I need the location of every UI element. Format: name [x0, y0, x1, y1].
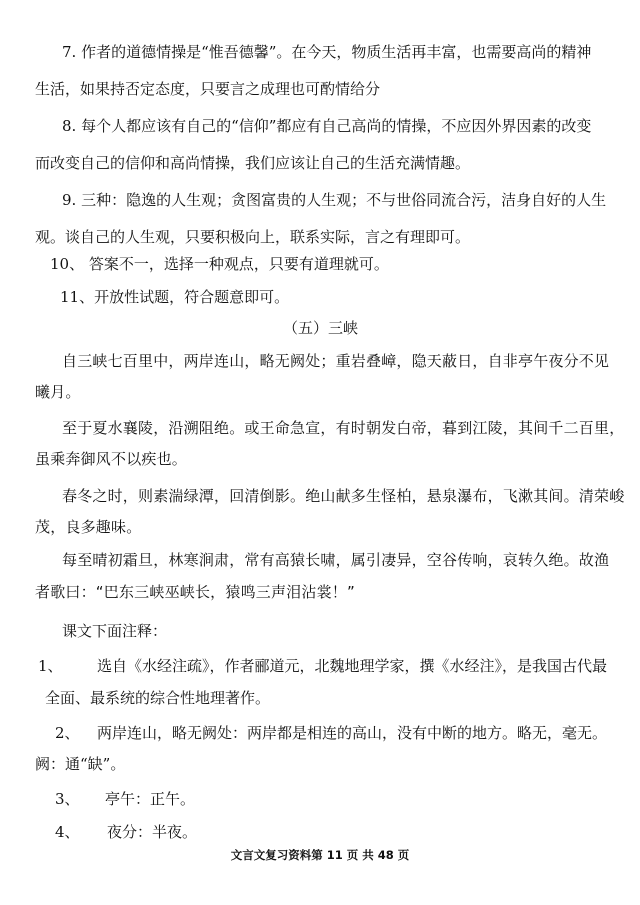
note-1-number: 1、	[38, 657, 63, 675]
notes-heading: 课文下面注释：	[62, 622, 168, 640]
answer-11: 11、开放性试题，符合题意即可。	[60, 288, 290, 306]
note-3-number: 3、	[55, 790, 80, 808]
note-1-line-1: 选自《水经注疏》，作者郦道元，北魏地理学家，撰《水经注》，是我国古代最	[97, 657, 608, 675]
note-3-text: 亭午：正午。	[105, 790, 196, 808]
passage-p3-line-2: 茂，良多趣味。	[35, 518, 142, 536]
page-footer: 文言文复习资料第 11 页 共 48 页	[230, 848, 410, 862]
answer-8-line-1: 8. 每个人都应该有自己的“信仰”都应有自己高尚的情操，不应因外界因素的改变	[62, 117, 592, 135]
answer-7-line-1: 7. 作者的道德情操是“惟吾德馨”。在今天，物质生活再丰富，也需要高尚的精神	[62, 43, 592, 61]
passage-p2-line-1: 至于夏水襄陵，沿溯阻绝。或王命急宣，有时朝发白帝，暮到江陵，其间千二百里，	[62, 419, 625, 437]
note-2-line-2: 阙：通“缺”。	[35, 755, 126, 773]
answer-7-line-2: 生活，如果持否定态度，只要言之成理也可酌情给分	[35, 80, 381, 98]
passage-p4-line-2: 者歌曰：“巴东三峡巫峡长，猿鸣三声泪沾裳！”	[35, 583, 355, 601]
answer-10: 10、 答案不一，选择一种观点，只要有道理就可。	[50, 255, 389, 273]
passage-p4-line-1: 每至晴初霜旦，林寒涧肃，常有高猿长啸，属引凄异，空谷传响，哀转久绝。故渔	[62, 551, 610, 569]
passage-p1-line-1: 自三峡七百里中，两岸连山，略无阙处；重岩叠嶂，隐天蔽日，自非亭午夜分不见	[62, 352, 610, 370]
passage-p2-line-2: 虽乘奔御风不以疾也。	[35, 450, 188, 468]
note-4-number: 4、	[55, 823, 80, 841]
note-2-number: 2、	[55, 724, 80, 742]
section-title: （五）三峡	[283, 319, 359, 337]
answer-9-line-1: 9. 三种：隐逸的人生观；贪图富贵的人生观；不与世俗同流合污，洁身自好的人生	[62, 191, 607, 209]
answer-9-line-2: 观。谈自己的人生观，只要积极向上，联系实际，言之有理即可。	[35, 228, 471, 246]
note-4-text: 夜分：半夜。	[107, 823, 198, 841]
note-1-line-2: 全面、最系统的综合性地理著作。	[45, 689, 271, 707]
note-2-line-1: 两岸连山，略无阙处：两岸都是相连的高山，没有中断的地方。略无，毫无。	[97, 724, 608, 742]
passage-p3-line-1: 春冬之时，则素湍绿潭，回清倒影。绝山献多生怪柏，悬泉瀑布，飞漱其间。清荣峻	[62, 487, 625, 505]
passage-p1-line-2: 曦月。	[35, 383, 81, 401]
answer-8-line-2: 而改变自己的信仰和高尚情操，我们应该让自己的生活充满情趣。	[35, 154, 471, 172]
